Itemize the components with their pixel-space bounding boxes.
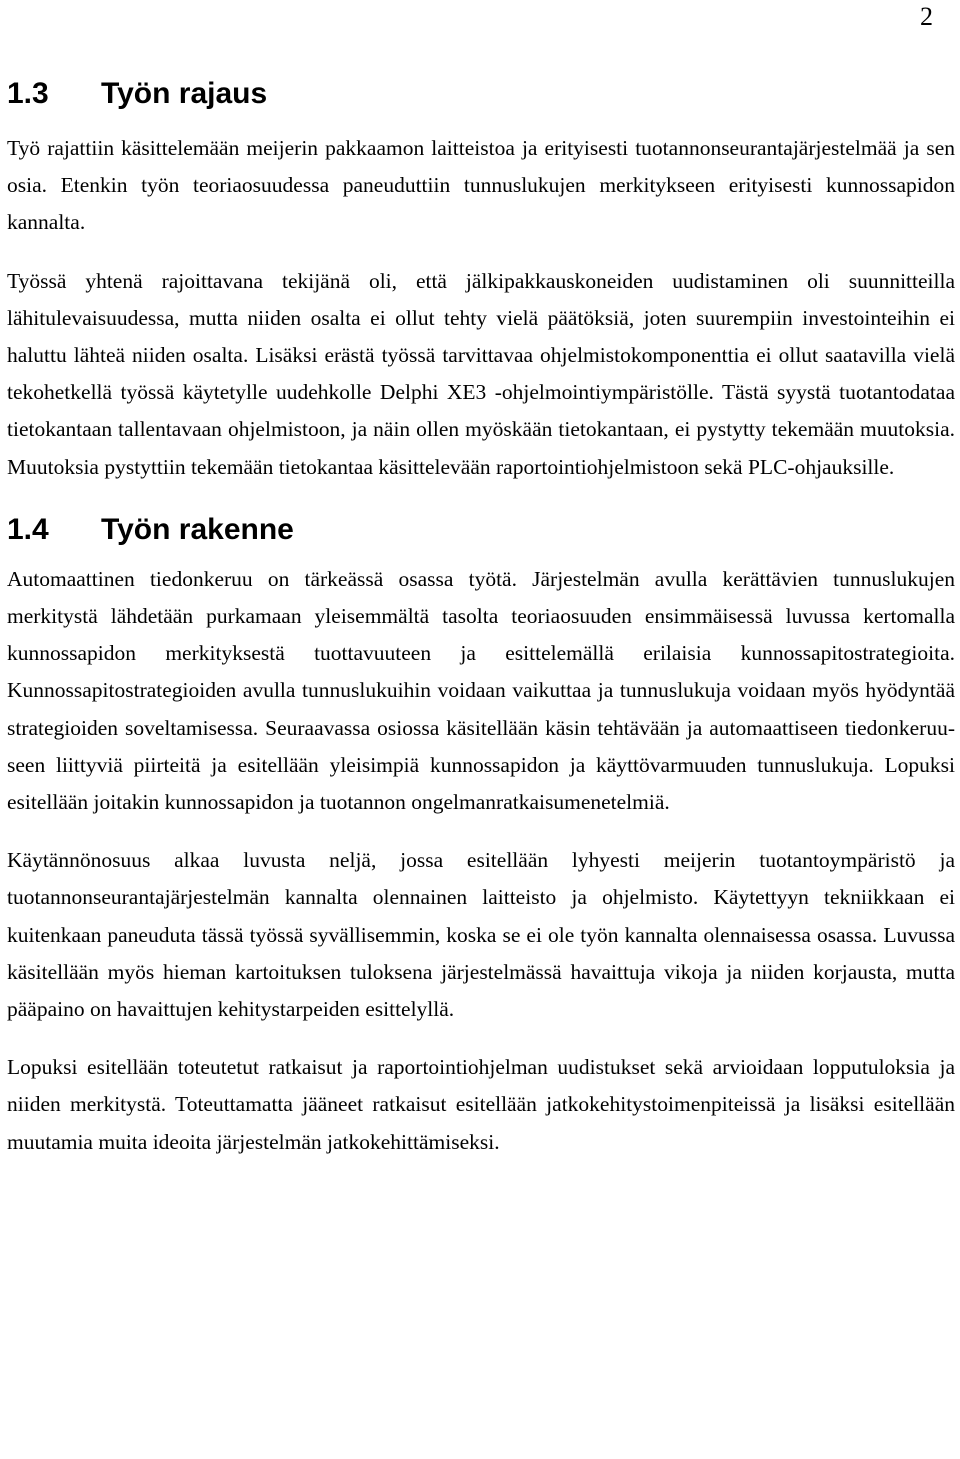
section-heading — [7, 510, 955, 550]
body-paragraph: Käytännönosuus alkaa luvusta neljä, jossa esitellään lyhyesti meijerin tuotantoympäristö ja tuotannonseurantajärjestelmän kannalta olennainen laitteisto ja ohjelmisto. Käytettyyn tekniikkaan ei kuitenkaan paneuduta tässä työssä syvällisemmin, koska se ei ole työn kannalta olennaisessa osassa. Luvussa käsitellään myös hieman kartoituksen tuloksena järjestelmässä havaittuja vikoja ja niiden korjausta, mutta pääpaino on havaittujen kehitystarpeiden esittelyllä. — [7, 848, 955, 1022]
section-tyon-rakenne — [7, 510, 955, 1161]
body-paragraph: Automaattinen tiedonkeruu on tärkeässä osassa työtä. Järjestelmän avulla kerättävien tunnuslukujen merkitystä lähdetään purkamaan yleisemmältä tasolta teoriaosuuden ensimmäisessä luvussa kertomalla kunnossapidon merkityksestä tuottavuuteen ja esittelemällä erilaisia kunnossapitostrategioita. Kunnossapitostrategioiden avulla tunnuslukuihin voidaan vaikuttaa ja tunnuslukuja voidaan myös hyödyntää strategioiden soveltamisessa. Seuraavassa osiossa käsitellään käsin tehtävään ja automaattiseen tiedonkeruuseen liittyviä piirteitä ja esitellään yleisimpiä kunnossapidon ja käyttövarmuuden tunnuslukuja. Lopuksi esitellään joitakin kunnossapidon ja tuotannon ongelmanratkaisumenetelmiä. — [7, 566, 955, 815]
section-title: Työn rakenne — [101, 512, 294, 546]
section-tyon-rajaus — [7, 74, 955, 486]
page-number: 2 — [920, 2, 933, 31]
body-paragraph: Työssä yhtenä rajoittavana tekijänä oli, että jälkipakkauskoneiden uudistaminen oli suunnitteilla lähitulevaisuudessa, mutta niiden osalta ei ollut tehty vielä päätöksiä, joten suurempiin investointeihin ei haluttu lähteä niiden osalta. Lisäksi erästä työssä tarvittavaa ohjelmistokomponenttia ei ollut saatavilla vielä tekohetkellä työssä käytetylle uudehkolle Delphi XE3 -ohjelmointiympäristölle. Tästä syystä tuotantodataa tietokantaan tallentavaan ohjelmistoon, ja näin ollen myöskään tietokantaan, ei pystytty tekemään muutoksia. Muutoksia pystyttiin tekemään tietokantaa käsittelevään raportointiohjelmistoon sekä PLC-ohjauksille. — [7, 268, 955, 479]
section-number: 1.4 — [7, 512, 49, 546]
body-paragraph: Työ rajattiin käsittelemään meijerin pakkaamon laitteistoa ja erityisesti tuotannonseurantajärjestelmää ja sen osia. Etenkin työn teoriaosuudessa paneuduttiin tunnuslukujen merkitykseen erityisesti kunnossapidon kannalta. — [7, 136, 955, 235]
section-number: 1.3 — [7, 77, 49, 110]
section-title: Työn rajaus — [101, 77, 268, 110]
page-content — [7, 74, 955, 1161]
section-heading — [7, 74, 955, 114]
body-paragraph: Lopuksi esitellään toteutetut ratkaisut ja raportointiohjelman uudistukset sekä arvioidaan lopputuloksia ja niiden merkitystä. Toteuttamatta jääneet ratkaisut esitellään jatkokehitystoimenpiteissä ja lisäksi esitellään muutamia muita ideoita järjestelmän jatkokehittämiseksi. — [7, 1055, 955, 1154]
